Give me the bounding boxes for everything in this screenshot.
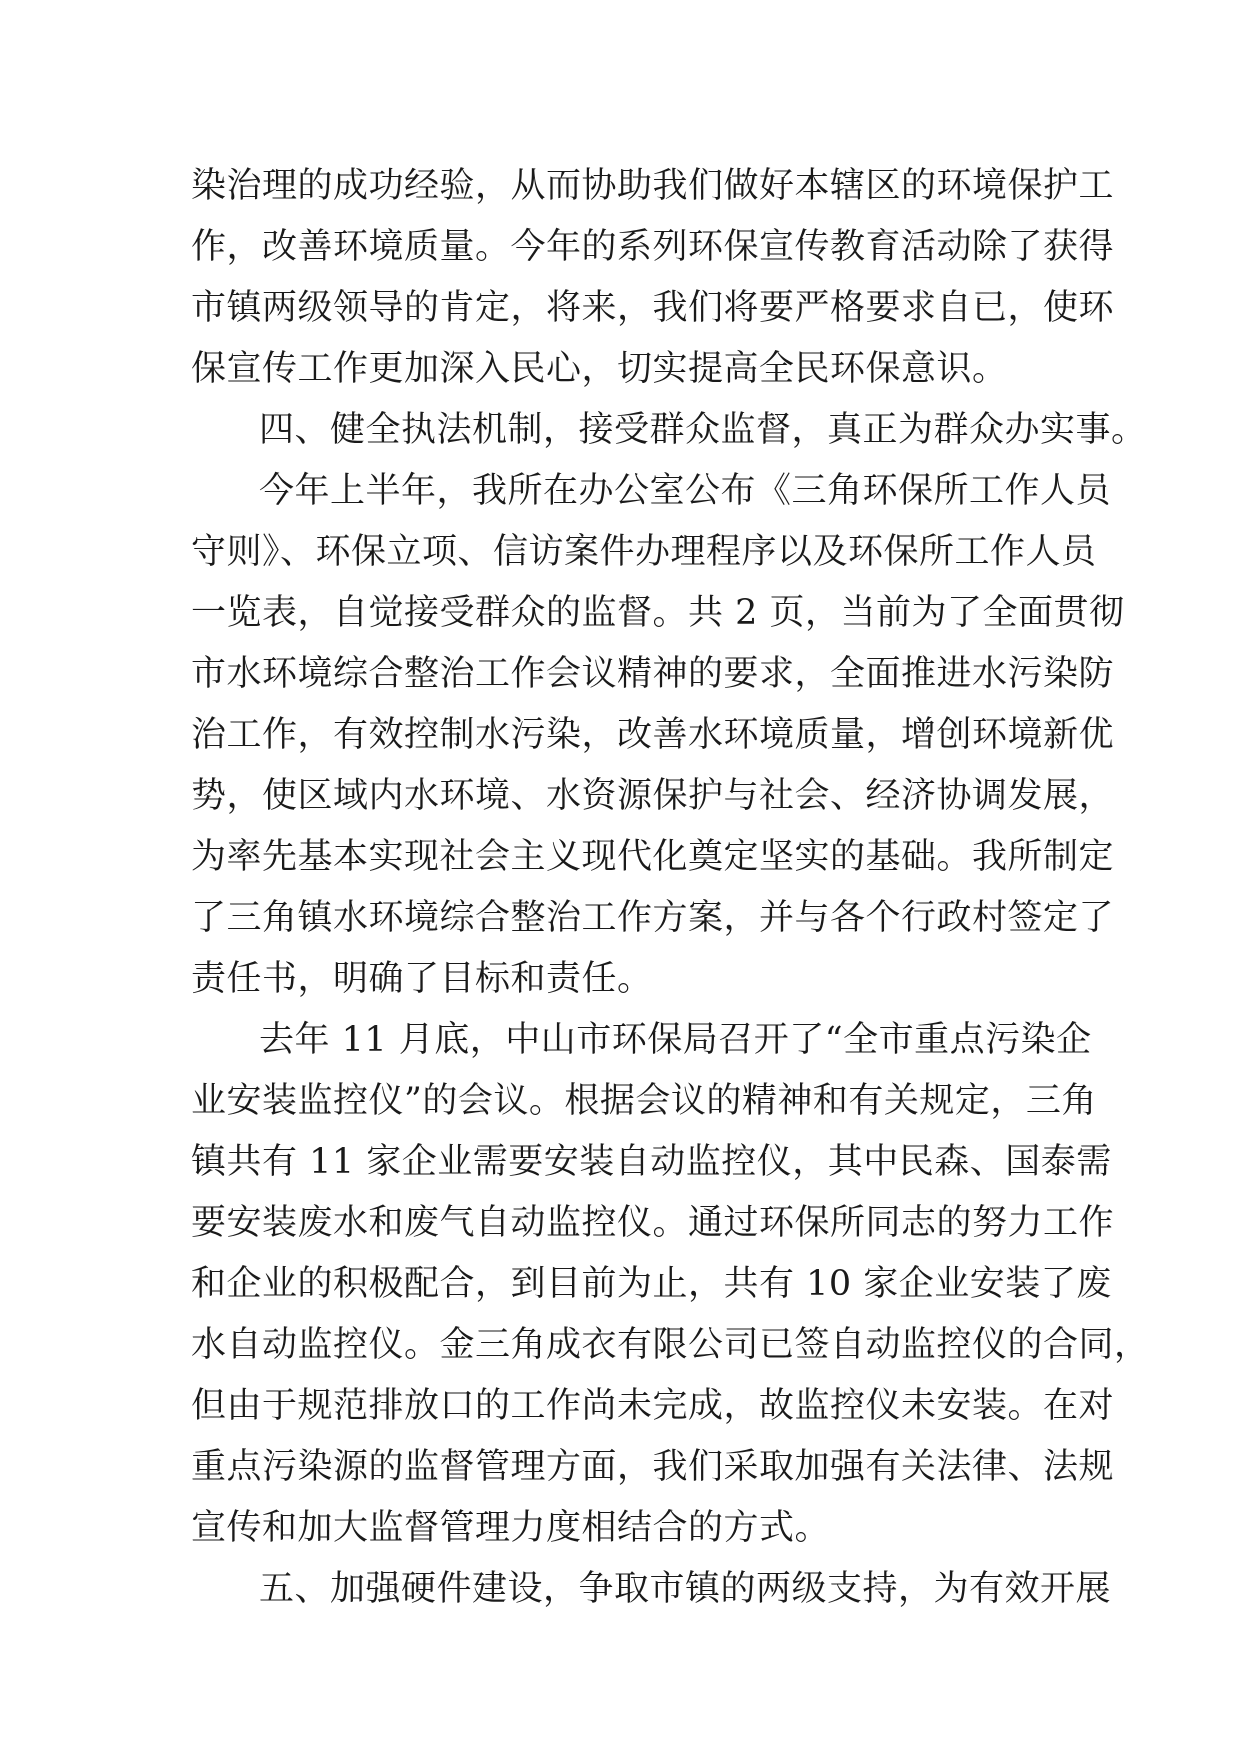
text-line: 责任书，明确了目标和责任。 [191,959,653,999]
text-line: 染治理的成功经验，从而协助我们做好本辖区的环境保护工 [191,166,1115,206]
section-heading: 五、加强硬件建设，争取市镇的两级支持，为有效开展 [259,1569,1112,1609]
text-line: 一览表，自觉接受群众的监督。共 2 页，当前为了全面贯彻 [191,593,1125,633]
text-line: 镇共有 11 家企业需要安装自动监控仪，其中民森、国泰需 [191,1142,1112,1182]
text-line: 治工作，有效控制水污染，改善水环境质量，增创环境新优 [191,715,1115,755]
section-heading: 四、健全执法机制，接受群众监督，真正为群众办实事。 [259,410,1147,450]
text-line: 为率先基本实现社会主义现代化奠定坚实的基础。我所制定 [191,837,1115,877]
text-line: 宣传和加大监督管理力度相结合的方式。 [191,1508,831,1548]
text-line: 作，改善环境质量。今年的系列环保宣传教育活动除了获得 [191,227,1115,267]
text-line: 了三角镇水环境综合整治工作方案，并与各个行政村签定了 [191,898,1115,938]
text-line: 今年上半年，我所在办公室公布《三角环保所工作人员 [259,471,1112,511]
text-line: 守则》、环保立项、信访案件办理程序以及环保所工作人员 [191,532,1097,572]
text-line: 业安装监控仪”的会议。根据会议的精神和有关规定，三角 [191,1081,1097,1121]
text-line: 市镇两级领导的肯定，将来，我们将要严格要求自已，使环 [191,288,1115,328]
text-line: 水自动监控仪。金三角成衣有限公司已签自动监控仪的合同， [191,1325,1150,1365]
text-line: 去年 11 月底，中山市环保局召开了“全市重点污染企 [259,1020,1092,1060]
text-line: 和企业的积极配合，到目前为止，共有 10 家企业安装了废 [191,1264,1112,1304]
text-line: 市水环境综合整治工作会议精神的要求，全面推进水污染防 [191,654,1115,694]
text-line: 但由于规范排放口的工作尚未完成，故监控仪未安装。在对 [191,1386,1115,1426]
text-line: 势，使区域内水环境、水资源保护与社会、经济协调发展， [191,776,1115,816]
text-line: 保宣传工作更加深入民心，切实提高全民环保意识。 [191,349,1008,389]
text-line: 重点污染源的监督管理方面，我们采取加强有关法律、法规 [191,1447,1115,1487]
text-line: 要安装废水和废气自动监控仪。通过环保所同志的努力工作 [191,1203,1115,1243]
